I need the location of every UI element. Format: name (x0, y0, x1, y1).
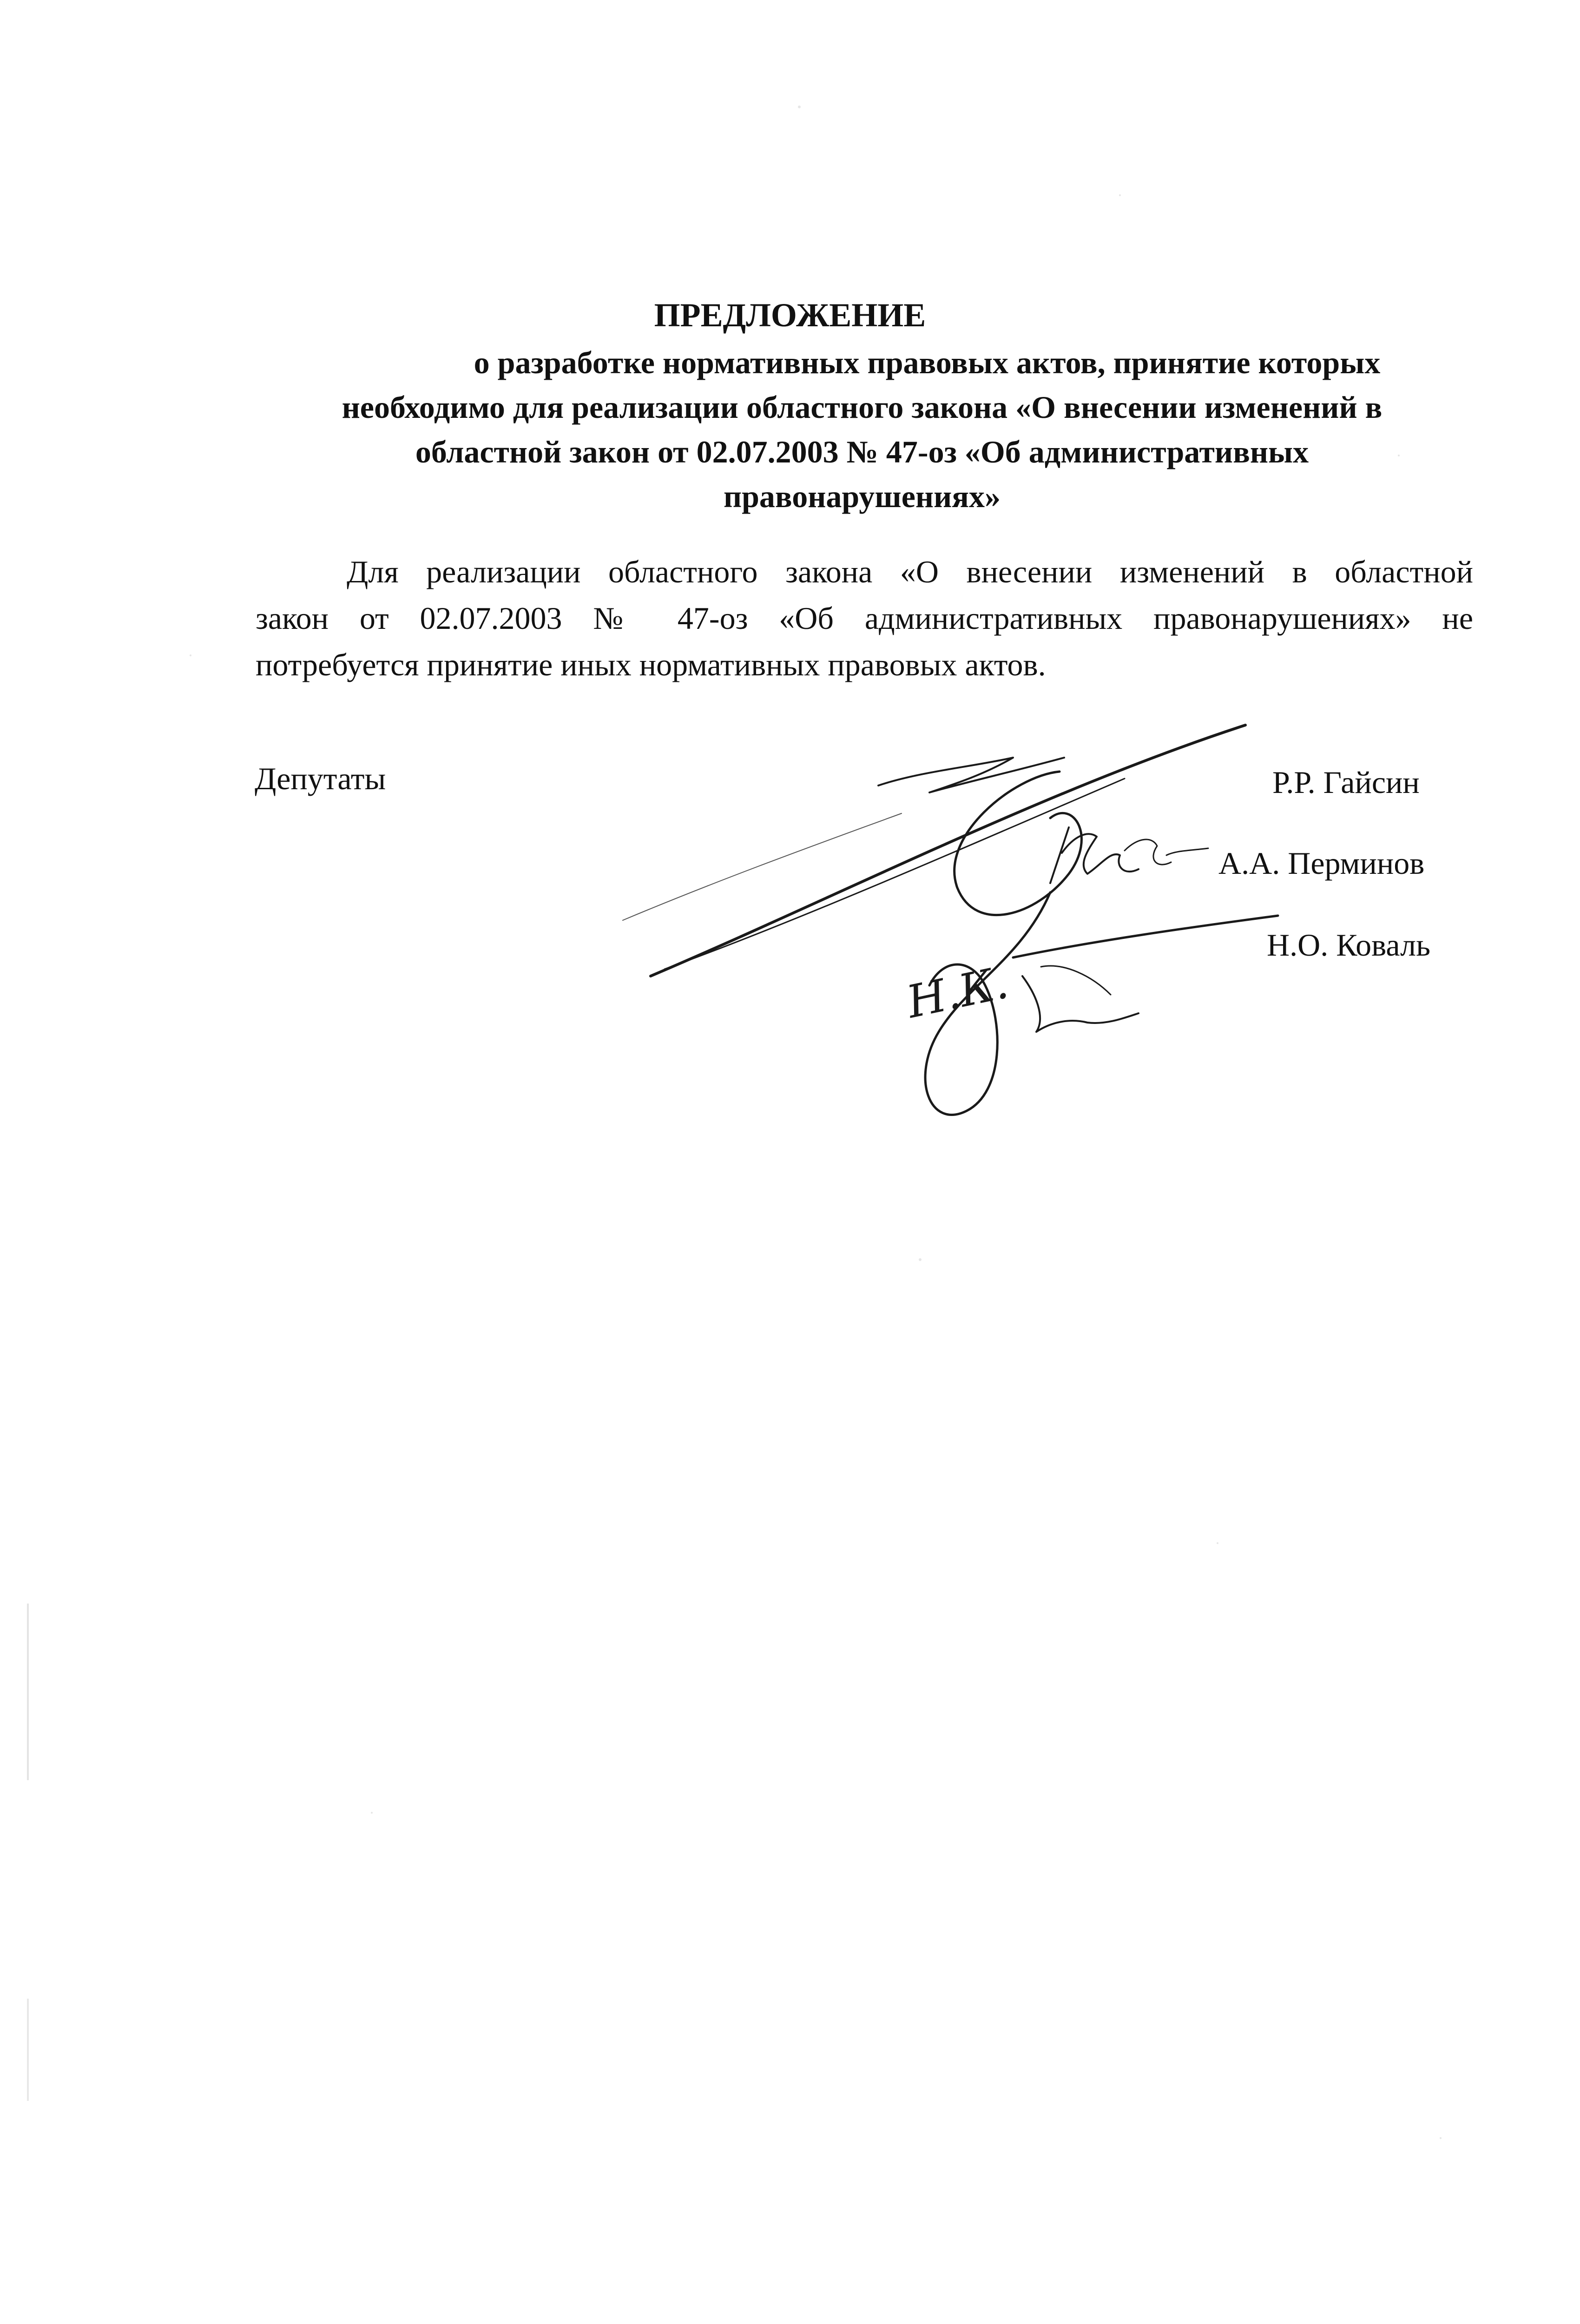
signatory-name-perminov: А.А. Перминов (1218, 845, 1425, 881)
handwritten-signatures (604, 697, 1348, 1143)
body-line: закон от 02.07.2003 № 47-оз «Об административных правонарушениях» не (256, 601, 1473, 636)
signatory-name-gaysin: Р.Р. Гайсин (1272, 765, 1420, 800)
signatory-name-koval: Н.О. Коваль (1267, 927, 1431, 963)
signature-initials: Н.К. (902, 956, 1013, 1029)
subtitle-line: правонарушениях» (723, 479, 1001, 514)
deputies-label: Депутаты (255, 761, 386, 796)
body-line: Для реализации областного закона «О внесении изменений в областной (347, 554, 1473, 589)
subtitle-line: о разработке нормативных правовых актов, принятие которых (474, 345, 1381, 380)
subtitle-line: областной закон от 02.07.2003 № 47-оз «Об административных (415, 434, 1309, 469)
subtitle-line: необходимо для реализации областного закона «О внесении изменений в (342, 390, 1382, 425)
document-title: ПРЕДЛОЖЕНИЕ (654, 297, 926, 334)
body-line: потребуется принятие иных нормативных правовых актов. (256, 647, 1046, 682)
body-paragraph (256, 548, 1473, 688)
document-subtitle (251, 340, 1473, 519)
